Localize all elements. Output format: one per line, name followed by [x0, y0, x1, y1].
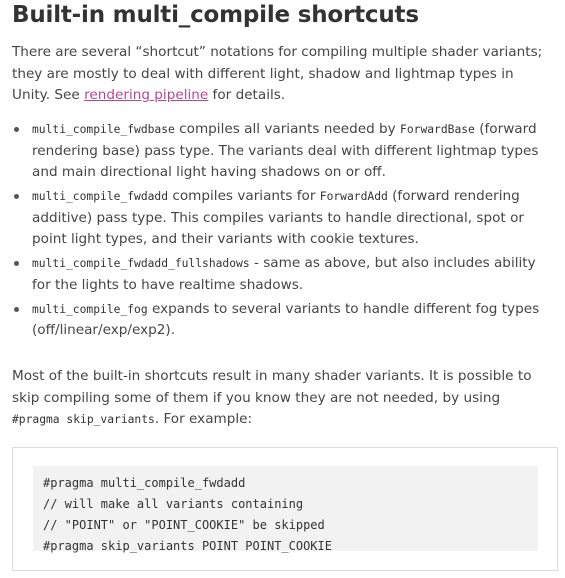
para2-text-after: . For example: — [154, 411, 253, 427]
item-text: expands to several variants to handle different fog types (off/linear/exp/exp2). — [32, 300, 540, 338]
bullet-icon — [14, 127, 19, 132]
inline-code: multi_compile_fog — [32, 302, 148, 316]
list-item — [12, 253, 552, 296]
code-listing — [43, 473, 332, 557]
code-line: // "POINT" or "POINT_COOKIE" be skipped — [43, 518, 325, 532]
para2-text-before: Most of the built-in shortcuts result in many shader variants. It is possible to skip compiling some of them if you know they are not needed, by using — [12, 368, 532, 406]
code-line: // will make all variants containing — [43, 497, 304, 511]
item-text: (forward rendering additive) pass type. This compiles variants to handle directional, spot or point light types, and their variants with cookie textures. — [32, 188, 524, 247]
inline-code: #pragma skip_variants — [12, 413, 155, 426]
code-block — [33, 466, 538, 551]
rendering-pipeline-link[interactable]: rendering pipeline — [84, 87, 209, 103]
inline-code: multi_compile_fwdadd — [32, 190, 169, 203]
item-text: compiles all variants needed by — [174, 121, 401, 137]
intro-text-before: There are several “shortcut” notations for compiling multiple shader variants; they are mostly to deal with different light, shadow and lightmap types in Unity. See — [12, 44, 543, 103]
intro-paragraph — [12, 42, 552, 107]
list-item — [12, 119, 552, 184]
code-line: #pragma multi_compile_fwdadd — [43, 476, 246, 490]
intro-text-after: for details. — [208, 87, 286, 103]
bullet-icon — [14, 261, 19, 266]
code-example-box — [12, 447, 558, 571]
inline-code: multi_compile_fwdbase — [32, 123, 175, 136]
inline-code: ForwardAdd — [319, 190, 388, 203]
item-text: (forward rendering base) pass type. The variants deal with different lightmap types and main directional light having shadows on or off. — [32, 121, 539, 180]
skip-variants-paragraph — [12, 366, 552, 431]
item-text: compiles variants for — [168, 188, 320, 204]
inline-code: multi_compile_fwdadd_fullshadows — [32, 257, 250, 270]
shortcut-list — [12, 119, 552, 344]
list-item — [12, 299, 552, 342]
bullet-icon — [14, 194, 19, 199]
inline-code: ForwardBase — [400, 123, 475, 136]
list-item — [12, 186, 552, 251]
section-heading: Built-in multi_compile shortcuts — [12, 2, 419, 28]
code-line: #pragma skip_variants POINT POINT_COOKIE — [43, 539, 332, 553]
bullet-icon — [14, 307, 19, 312]
item-text: - same as above, but also includes ability for the lights to have realtime shadows. — [32, 255, 536, 293]
